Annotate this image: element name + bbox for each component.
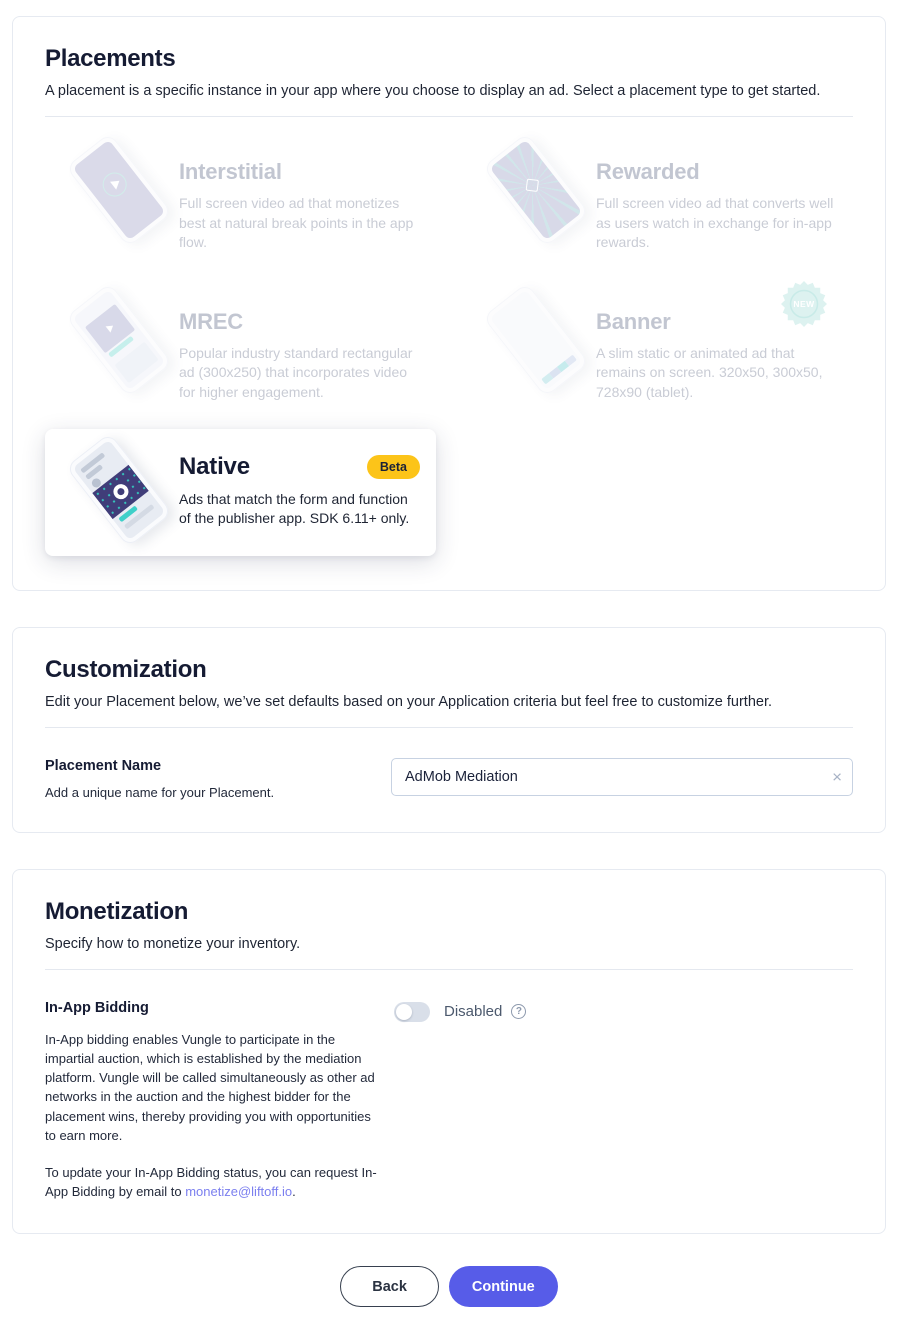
play-icon bbox=[98, 167, 132, 201]
new-badge-label: NEW bbox=[793, 298, 815, 309]
placement-name-label: Placement Name bbox=[45, 757, 162, 774]
help-icon[interactable]: ? bbox=[511, 1004, 526, 1019]
placement-type-grid bbox=[45, 129, 853, 556]
play-icon bbox=[106, 322, 116, 332]
customization-description: Edit your Placement below, we’ve set defaults based on your Application criteria but feel free to customize further. bbox=[45, 693, 773, 710]
banner-phone-illustration bbox=[478, 295, 596, 390]
continue-button[interactable]: Continue bbox=[449, 1266, 558, 1307]
placements-description: A placement is a specific instance in your app where you choose to display an ad. Select a placement type to get started. bbox=[45, 83, 821, 99]
placement-name-input[interactable] bbox=[391, 758, 853, 796]
monetize-email-link[interactable]: monetize@liftoff.io bbox=[185, 1184, 293, 1200]
in-app-bidding-row bbox=[45, 1000, 853, 1202]
customization-title: Customization bbox=[45, 655, 207, 683]
placement-title: Rewarded bbox=[596, 159, 700, 184]
aperture-icon bbox=[110, 481, 131, 502]
placement-option-banner[interactable] bbox=[462, 279, 853, 419]
divider bbox=[45, 116, 853, 117]
banner-ad-strip bbox=[541, 354, 577, 384]
interstitial-phone-illustration bbox=[61, 145, 179, 240]
placement-title: Banner bbox=[596, 308, 671, 334]
new-badge-seal bbox=[781, 281, 827, 327]
footer-actions bbox=[0, 1266, 898, 1307]
placement-option-interstitial[interactable] bbox=[45, 129, 436, 269]
mrec-phone-illustration bbox=[61, 295, 179, 390]
placement-option-mrec[interactable] bbox=[45, 279, 436, 419]
in-app-bidding-label: In-App Bidding bbox=[45, 999, 149, 1016]
in-app-bidding-toggle[interactable] bbox=[394, 1002, 430, 1022]
gem-icon bbox=[526, 179, 539, 192]
in-app-bidding-note: To update your In-App Bidding status, you can request In-App Bidding by email to monetize@liftoff.io. bbox=[45, 1164, 377, 1200]
clear-input-icon[interactable]: × bbox=[832, 767, 842, 787]
monetization-description: Specify how to monetize your inventory. bbox=[45, 935, 301, 952]
in-app-bidding-state: Disabled bbox=[444, 1003, 503, 1021]
beta-badge: Beta bbox=[367, 455, 420, 479]
placement-title: MREC bbox=[179, 308, 243, 334]
placement-name-help-text: Add a unique name for your Placement. bbox=[45, 784, 275, 800]
placement-description: Full screen video ad that monetizes best at natural break points in the app flow. bbox=[179, 195, 414, 251]
placement-title: Native bbox=[179, 452, 250, 480]
back-button[interactable]: Back bbox=[340, 1266, 439, 1307]
native-phone-illustration bbox=[61, 445, 179, 540]
placement-option-native[interactable] bbox=[45, 429, 436, 556]
placement-option-rewarded[interactable] bbox=[462, 129, 853, 269]
placement-title: Interstitial bbox=[179, 159, 282, 184]
placement-name-field-row bbox=[45, 758, 853, 800]
monetization-title: Monetization bbox=[45, 897, 189, 925]
rewarded-phone-illustration bbox=[478, 145, 596, 240]
customization-card bbox=[12, 627, 886, 833]
toggle-knob bbox=[396, 1004, 412, 1020]
monetization-card bbox=[12, 869, 886, 1235]
placement-description: Popular industry standard rectangular ad (300x250) that incorporates video for higher engagement. bbox=[179, 344, 413, 400]
placement-description: Full screen video ad that converts well as users watch in exchange for in-app rewards. bbox=[596, 195, 834, 251]
placement-description: Ads that match the form and function of the publisher app. SDK 6.11+ only. bbox=[179, 490, 410, 527]
divider bbox=[45, 969, 853, 970]
placement-description: A slim static or animated ad that remains on screen. 320x50, 300x50, 728x90 (tablet). bbox=[596, 344, 823, 400]
divider bbox=[45, 727, 853, 728]
placements-card bbox=[12, 16, 886, 591]
placements-title: Placements bbox=[45, 45, 176, 72]
in-app-bidding-description: In-App bidding enables Vungle to participate in the impartial auction, which is established by the mediation platform. Vungle will be called simultaneously as other ad networks in the auction and the highest bidder for the placement wins, thereby providing you with opportunities to earn more. bbox=[45, 1031, 375, 1143]
